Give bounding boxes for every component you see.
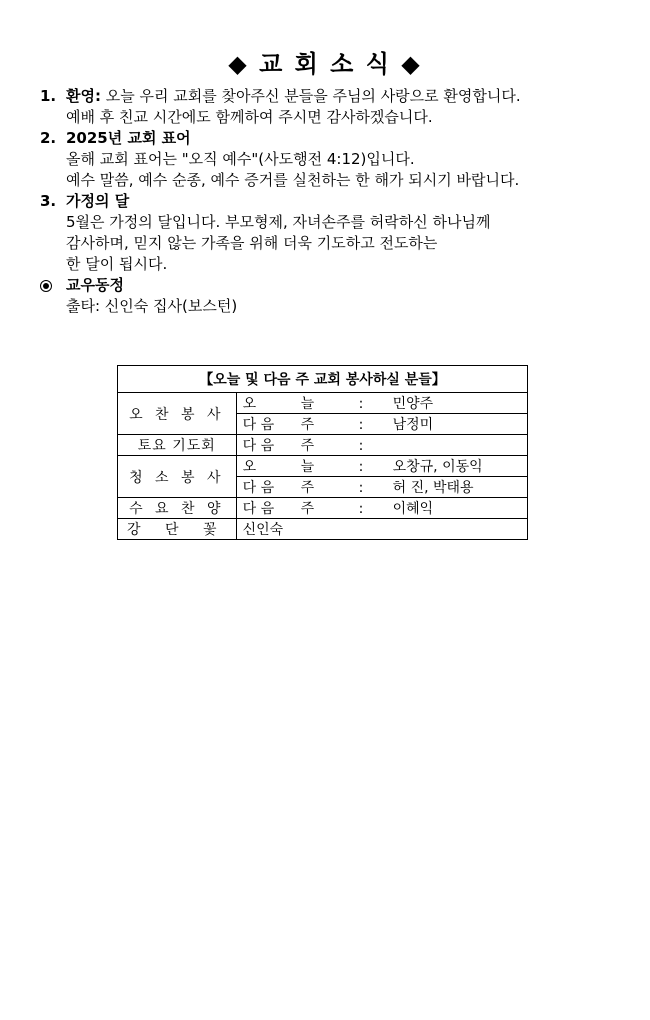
notice-line: 5월은 가정의 달입니다. 부모형제, 자녀손주를 허락하신 하나님께	[66, 213, 491, 231]
notice-line: 한 달이 됩시다.	[66, 255, 168, 273]
notice-line: 감사하며, 믿지 않는 가족을 위해 더욱 기도하고 전도하는	[66, 234, 438, 252]
role-cell: 오 찬 봉 사	[118, 393, 237, 435]
notice-heading: 2025년 교회 표어	[66, 129, 191, 147]
notice-line: 예배 후 친교 시간에도 함께하여 주시면 감사하겠습니다.	[66, 108, 433, 126]
volunteer-names: 민양주	[392, 396, 434, 412]
notice-heading: 환영:	[66, 87, 101, 105]
role-cell: 토요 기도회	[118, 435, 237, 456]
table-row	[118, 519, 528, 540]
notice-line: 예수 말씀, 예수 순종, 예수 증거를 실천하는 한 해가 되시기 바랍니다.	[66, 171, 520, 189]
schedule-cell: 다 음 주 :	[236, 435, 527, 456]
notice-inline-text: 오늘 우리 교회를 찾아주신 분들을 주님의 사랑으로 환영합니다.	[100, 87, 521, 105]
volunteer-names: 이혜익	[392, 501, 434, 517]
role-cell: 청 소 봉 사	[118, 456, 237, 498]
notice-line: 올해 교회 표어는 "오직 예수"(사도행전 4:12)입니다.	[66, 150, 415, 168]
notice-number: 1.	[40, 87, 57, 105]
radio-bullet-icon	[40, 280, 52, 292]
table-row	[118, 393, 528, 414]
schedule-cell: 오 늘 : 민양주	[236, 393, 527, 414]
table-caption: 【오늘 및 다음 주 교회 봉사하실 분들】	[118, 366, 528, 393]
role-cell: 강 단 꽃	[118, 519, 237, 540]
volunteer-names: 허 진, 박태용	[392, 480, 474, 496]
schedule-cell: 오 늘 : 오창규, 이동익	[236, 456, 527, 477]
page-title: ◆ 교 회 소 식 ◆	[228, 50, 422, 78]
role-cell: 수 요 찬 양	[118, 498, 237, 519]
notice-heading: 가정의 달	[66, 192, 130, 210]
table-row	[118, 435, 528, 456]
schedule-cell: 다 음 주 : 허 진, 박태용	[236, 477, 527, 498]
notice-number: 3.	[40, 192, 57, 210]
schedule-cell: 다 음 주 : 남정미	[236, 414, 527, 435]
notice-number: 2.	[40, 129, 57, 147]
notice-item-motto	[40, 128, 640, 191]
notice-list	[40, 86, 640, 317]
notice-item-family-month	[40, 191, 640, 275]
notice-heading: 교우동정	[66, 276, 124, 294]
volunteer-names: 신인숙	[236, 519, 527, 540]
service-table	[117, 365, 528, 540]
notice-item-condolence	[40, 275, 640, 317]
schedule-cell: 다 음 주 : 이혜익	[236, 498, 527, 519]
notice-item-welcome	[40, 86, 640, 128]
table-row	[118, 456, 528, 477]
table-row	[118, 498, 528, 519]
notice-line: 출타: 신인숙 집사(보스턴)	[66, 297, 238, 315]
volunteer-names: 오창규, 이동익	[392, 459, 483, 475]
volunteer-names: 남정미	[392, 417, 434, 433]
